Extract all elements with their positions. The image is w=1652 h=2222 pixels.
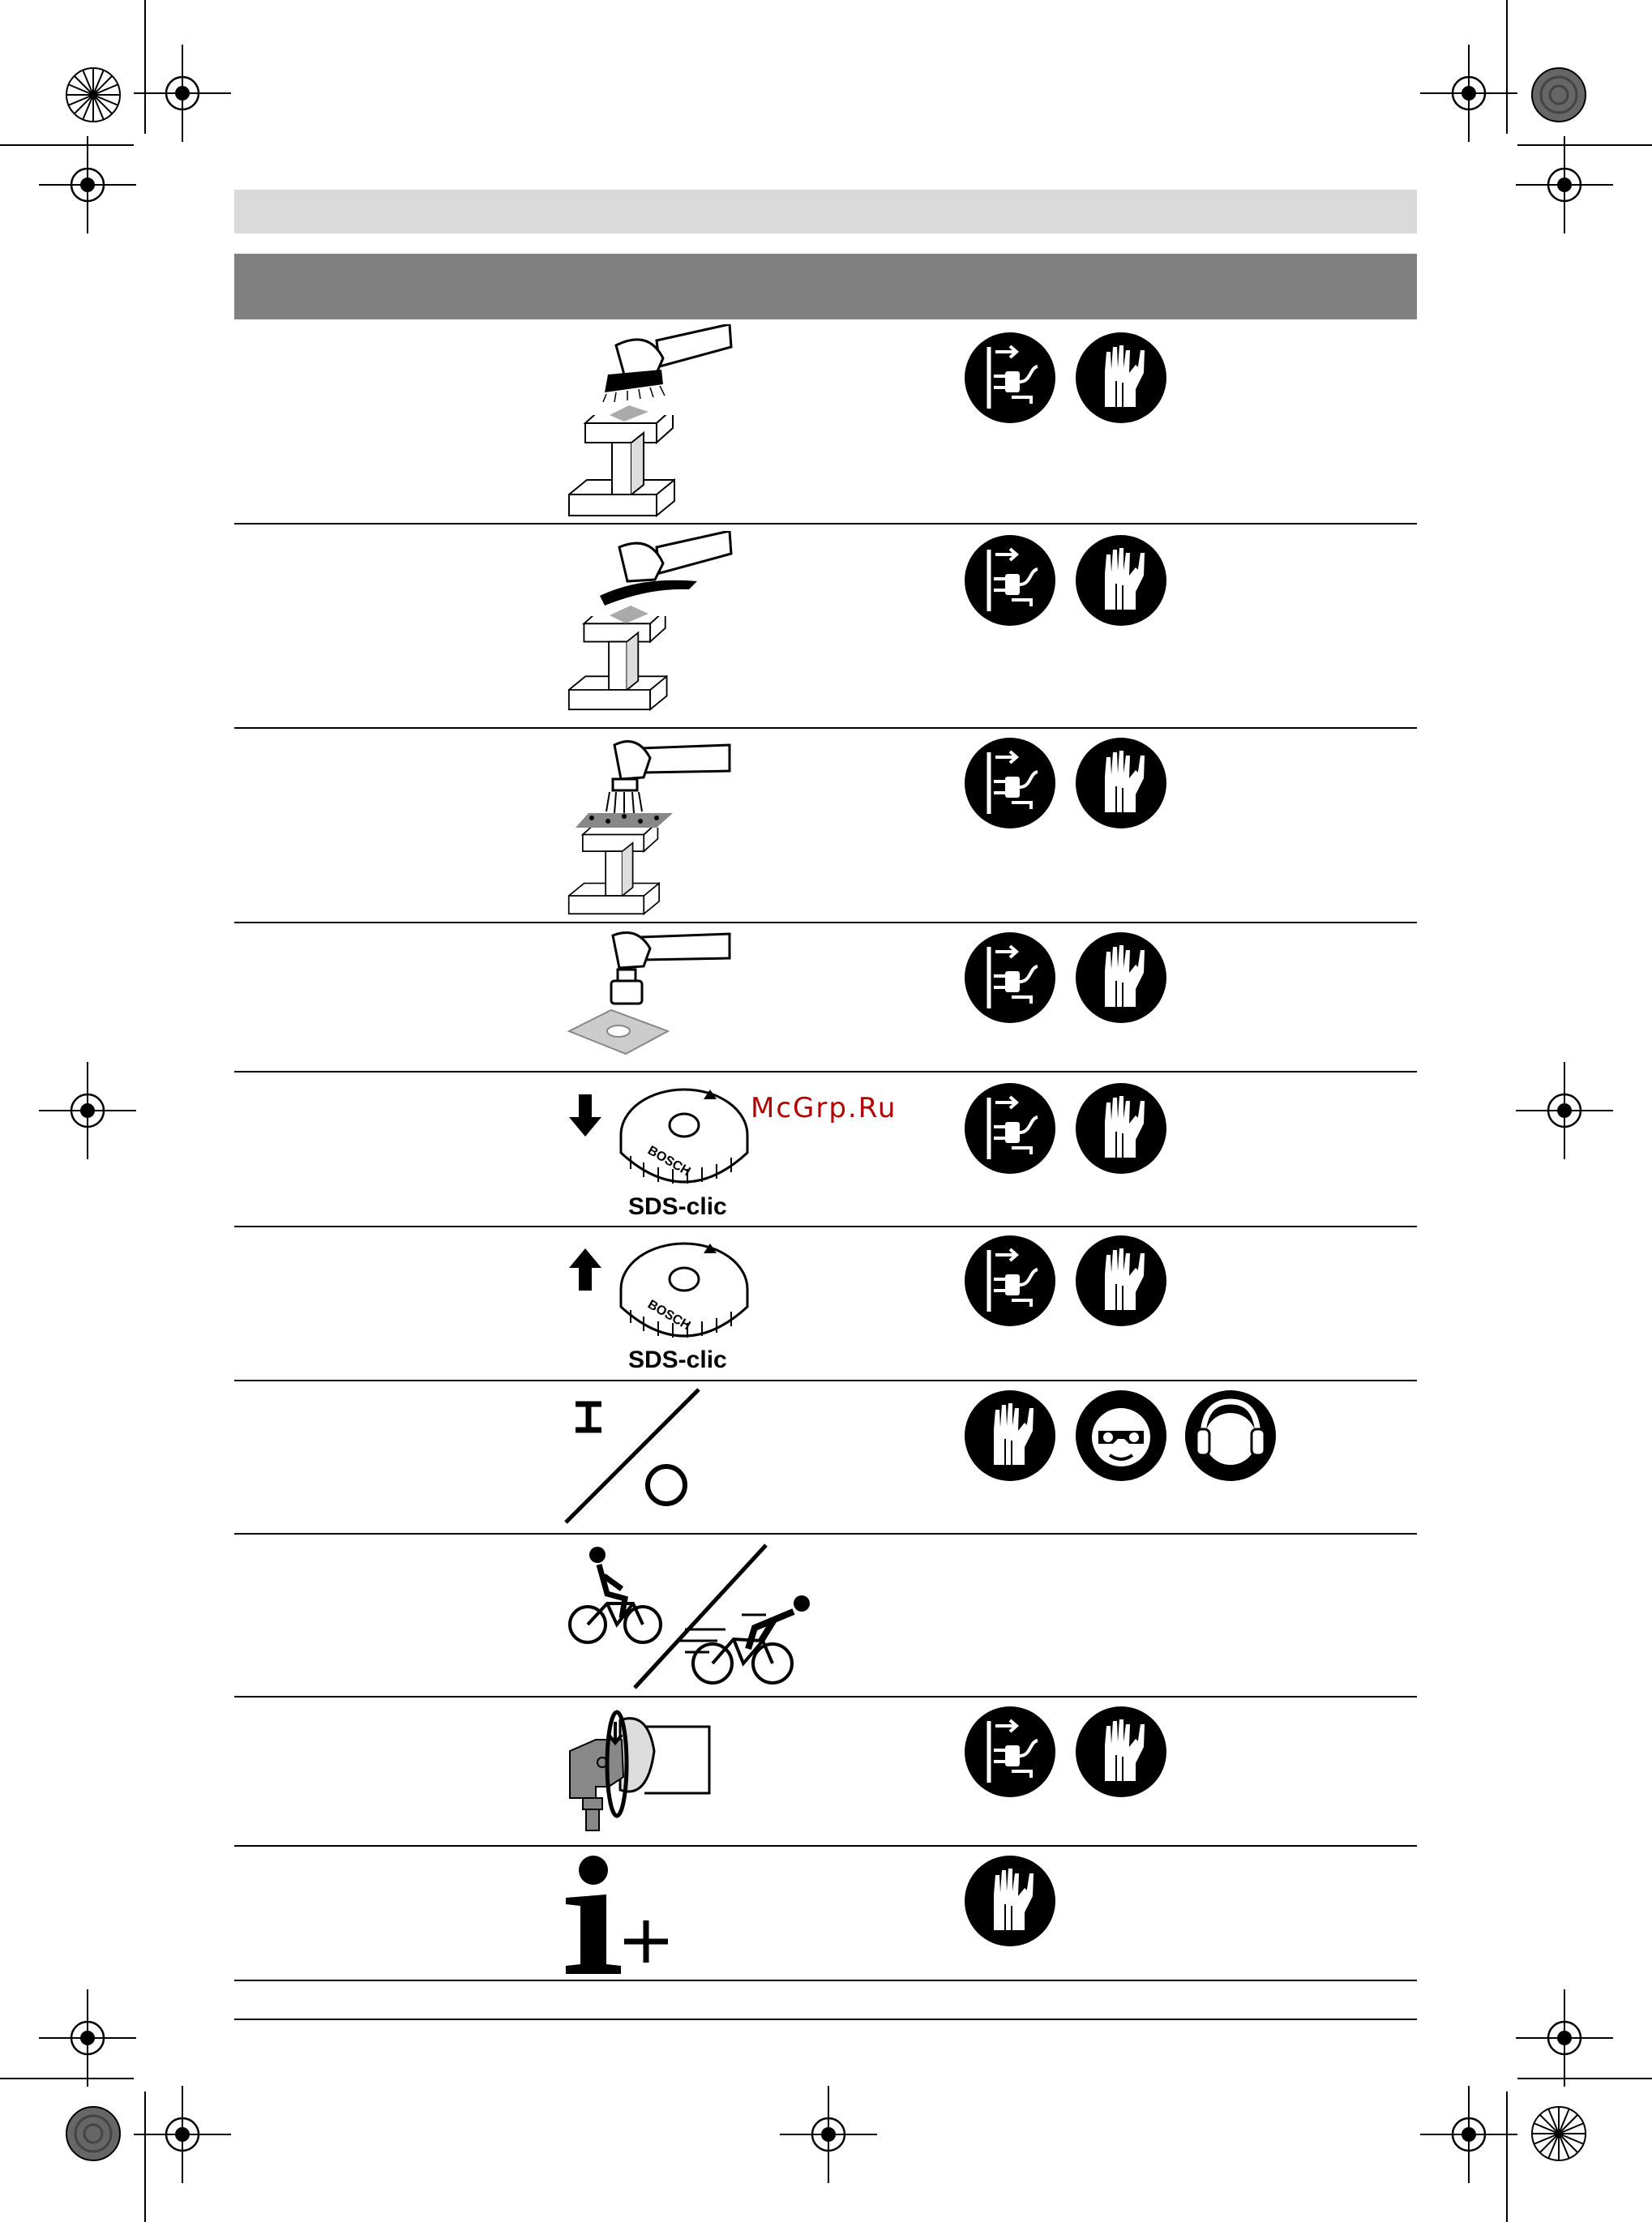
svg-text:BOSCH: BOSCH [645, 1297, 693, 1334]
row-divider [234, 922, 1417, 923]
on-off-switch-illustration [559, 1386, 705, 1528]
registration-mark-icon [1420, 45, 1517, 142]
registration-mark-icon [1516, 1062, 1613, 1159]
gloves-icon [965, 1390, 1055, 1481]
svg-text:BOSCH: BOSCH [645, 1143, 693, 1180]
gloves-icon [965, 1856, 1055, 1946]
ear-protection-icon [1185, 1390, 1276, 1481]
trim-line [144, 2091, 146, 2222]
color-target-icon [65, 66, 122, 123]
gloves-icon [1076, 1706, 1166, 1797]
spindle-lock-illustration [563, 1702, 717, 1840]
registration-mark-icon [134, 2086, 231, 2183]
unplug-icon [965, 1083, 1055, 1174]
registration-mark-icon [39, 136, 136, 233]
row-divider [234, 1226, 1417, 1227]
color-target-icon [1530, 2105, 1587, 2162]
speed-selection-illustration [563, 1540, 823, 1694]
row-divider [234, 1980, 1417, 1981]
trim-line [1517, 2078, 1652, 2079]
unplug-icon [965, 1235, 1055, 1326]
registration-mark-icon [780, 2086, 877, 2183]
row-divider [234, 1071, 1417, 1072]
sanding-pad-illustration [559, 931, 746, 1068]
information-plus-icon [559, 1852, 673, 1978]
color-target-icon [1530, 66, 1587, 123]
gloves-icon [1076, 535, 1166, 626]
gloves-icon [1076, 1235, 1166, 1326]
gloves-icon [1076, 1083, 1166, 1174]
row-divider [234, 1845, 1417, 1847]
header-band-light [234, 190, 1417, 233]
trim-line [0, 2078, 134, 2079]
footer-rule [234, 2019, 1417, 2020]
row-divider [234, 1533, 1417, 1535]
sds-clic-label: SDS-clic [628, 1346, 727, 1373]
row-divider [234, 523, 1417, 524]
registration-mark-icon [1420, 2086, 1517, 2183]
unplug-icon [965, 1706, 1055, 1797]
goggles-icon [1076, 1390, 1166, 1481]
sds-clic-label: SDS-clic [628, 1193, 727, 1220]
wire-brush-grinding-illustration [559, 324, 746, 523]
row-divider [234, 1380, 1417, 1381]
registration-mark-icon [1516, 136, 1613, 233]
unplug-icon [965, 332, 1055, 423]
trim-line [1506, 2091, 1508, 2222]
registration-mark-icon [39, 1062, 136, 1159]
registration-mark-icon [1516, 1989, 1613, 2087]
row-divider [234, 1696, 1417, 1698]
trim-line [0, 144, 134, 146]
watermark: McGrp.Ru [751, 1092, 897, 1124]
gloves-icon [1076, 738, 1166, 828]
row-divider [234, 727, 1417, 729]
gloves-icon [1076, 932, 1166, 1023]
registration-mark-icon [134, 45, 231, 142]
trim-line [144, 0, 146, 134]
trim-line [1506, 0, 1508, 134]
table-header-band [234, 254, 1417, 319]
cup-brush-illustration [559, 734, 746, 920]
gloves-icon [1076, 332, 1166, 423]
unplug-icon [965, 932, 1055, 1023]
trim-line [1517, 144, 1652, 146]
registration-mark-icon [39, 1989, 136, 2087]
grinding-disc-illustration [559, 531, 746, 721]
color-target-icon [65, 2105, 122, 2162]
unplug-icon [965, 738, 1055, 828]
unplug-icon [965, 535, 1055, 626]
